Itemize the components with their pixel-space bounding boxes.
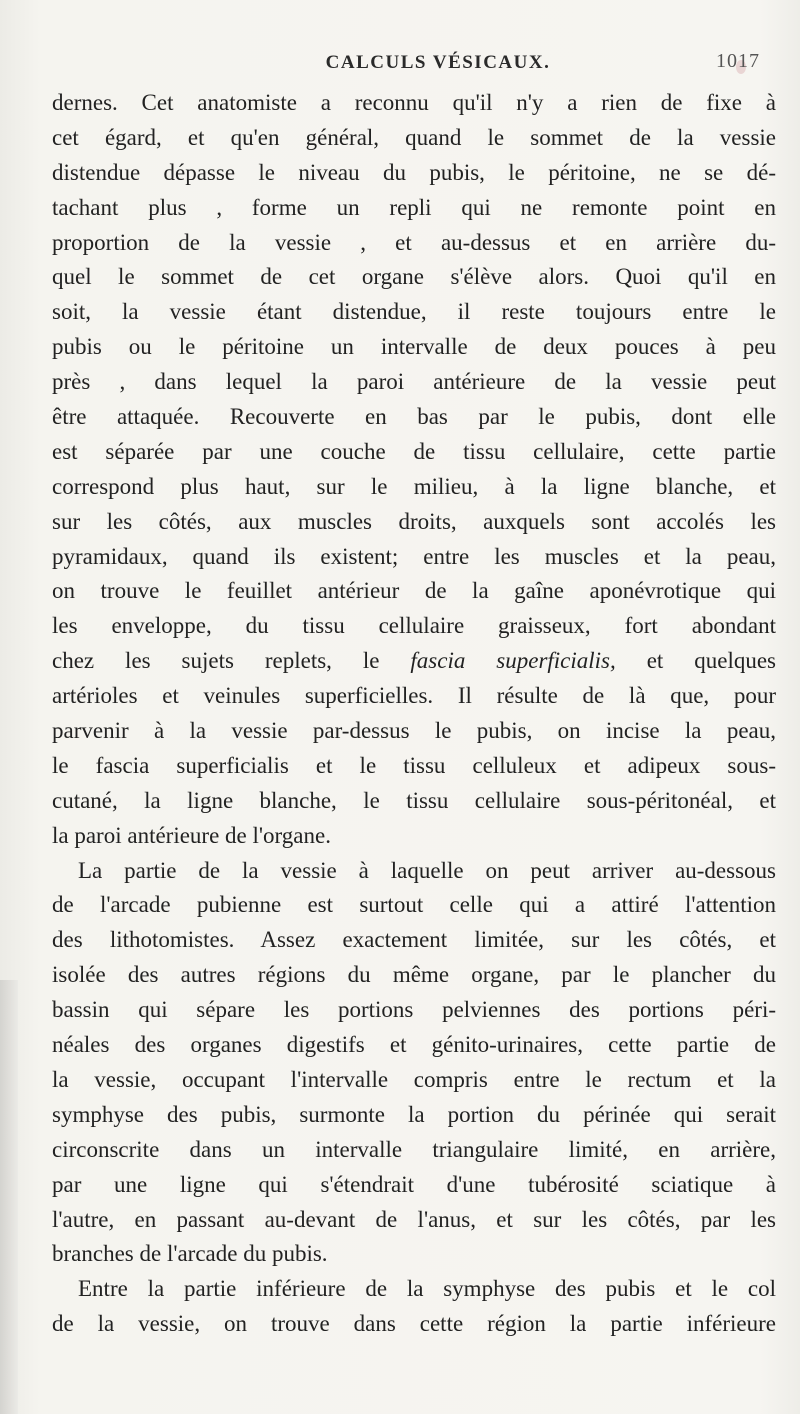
text-line: est séparée par une couche de tissu cellulaire, cette partie: [52, 438, 776, 464]
text-line: de la vessie, on trouve dans cette région la partie inférieure: [52, 1311, 776, 1337]
text-line: sur les côtés, aux muscles droits, auxquels sont accolés les: [52, 508, 776, 534]
text-line: tachant plus , forme un repli qui ne remonte point en: [52, 194, 776, 220]
text-line: la vessie, occupant l'intervalle compris entre le rectum et la: [52, 1066, 776, 1092]
text-line: par une ligne qui s'étendrait d'une tubérosité sciatique à: [52, 1171, 776, 1197]
text-line: parvenir à la vessie par-dessus le pubis, on incise la peau,: [52, 718, 776, 744]
text-line: soit, la vessie étant distendue, il reste toujours entre le: [52, 299, 776, 325]
text-line: symphyse des pubis, surmonte la portion du périnée qui serait: [52, 1101, 776, 1127]
text-line: distendue dépasse le niveau du pubis, le péritoine, ne se dé-: [52, 159, 776, 185]
text-line: cutané, la ligne blanche, le tissu cellulaire sous-péritonéal, et: [52, 787, 776, 813]
text-line: on trouve le feuillet antérieur de la gaîne aponévrotique qui: [52, 578, 776, 604]
fascia-before: chez les sujets replets, le: [52, 648, 411, 674]
text-line: correspond plus haut, sur le milieu, à la ligne blanche, et: [52, 473, 776, 499]
text-line: cet égard, et qu'en général, quand le sommet de la vessie: [52, 124, 776, 150]
text-line: de l'arcade pubienne est surtout celle qui a attiré l'attention: [52, 892, 776, 918]
running-head: [108, 52, 768, 82]
text-line: branches de l'arcade du pubis.: [52, 1241, 328, 1267]
text-line: dernes. Cet anatomiste a reconnu qu'il n'y a rien de fixe à: [52, 90, 776, 115]
text-line: des lithotomistes. Assez exactement limitée, sur les côtés, et: [52, 927, 776, 953]
page-number: 1017: [716, 50, 760, 72]
text-line: quel le sommet de cet organe s'élève alors. Quoi qu'il en: [52, 264, 776, 290]
text-line: pubis ou le péritoine un intervalle de deux pouces à peu: [52, 334, 776, 360]
body-text: [52, 86, 776, 1342]
text-line: près , dans lequel la paroi antérieure de la vessie peut: [52, 369, 776, 395]
text-line: Entre la partie inférieure de la symphyse des pubis et le col: [78, 1276, 776, 1302]
text-line: isolée des autres régions du même organe, par le plancher du: [52, 962, 776, 988]
running-title: CALCULS VÉSICAUX.: [325, 52, 551, 73]
text-line: la paroi antérieure de l'organe.: [52, 822, 331, 848]
text-line: l'autre, en passant au-devant de l'anus, et sur les côtés, par les: [52, 1206, 776, 1232]
text-line: proportion de la vessie , et au-dessus et en arrière du-: [52, 229, 776, 255]
text-line: néales des organes digestifs et génito-urinaires, cette partie de: [52, 1032, 776, 1058]
text-line: pyramidaux, quand ils existent; entre les muscles et la peau,: [52, 543, 776, 569]
text-line: bassin qui sépare les portions pelviennes des portions péri-: [52, 997, 776, 1023]
text-line: circonscrite dans un intervalle triangulaire limité, en arrière,: [52, 1136, 776, 1162]
text-line: La partie de la vessie à laquelle on peut arriver au-dessous: [78, 857, 776, 883]
binding-shadow: [0, 980, 18, 1414]
text-line: être attaquée. Recouverte en bas par le pubis, dont elle: [52, 404, 776, 430]
text-line: le fascia superficialis et le tissu celluleux et adipeux sous-: [52, 752, 776, 778]
text-line: les enveloppe, du tissu cellulaire graisseux, fort abondant: [52, 613, 776, 639]
fascia-italic-term: fascia superficialis,: [410, 648, 616, 674]
text-line: artérioles et veinules superficielles. Il résulte de là que, pour: [52, 683, 776, 709]
fascia-after: et quelques: [615, 648, 776, 674]
text-line-fascia: [52, 644, 776, 679]
